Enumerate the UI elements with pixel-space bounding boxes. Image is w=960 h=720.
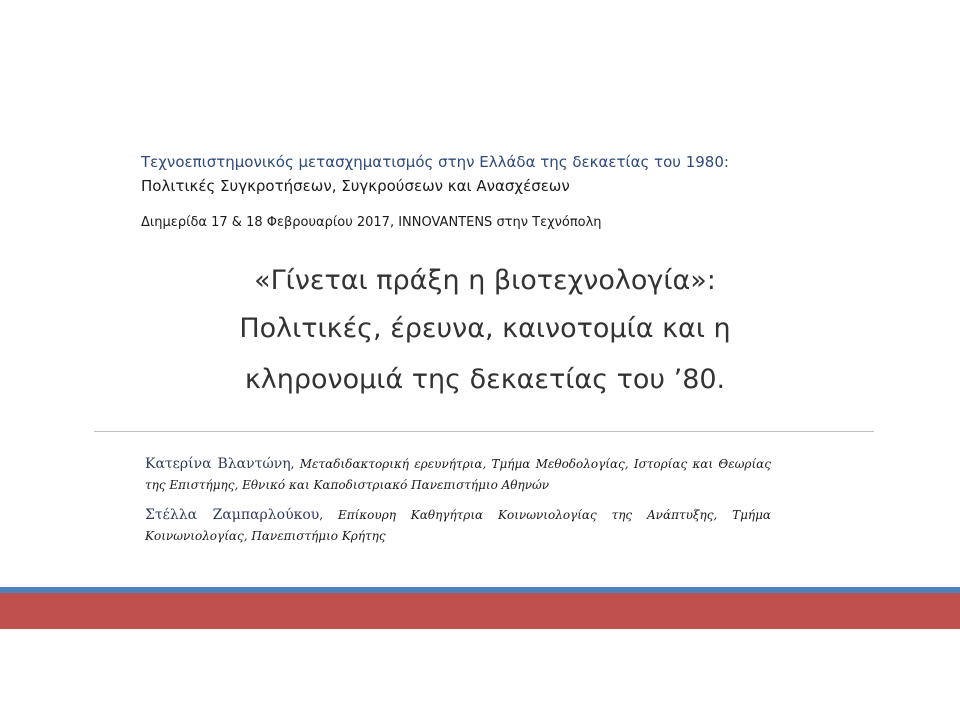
conference-subtitle: Πολιτικές Συγκροτήσεων, Συγκρούσεων και Ανασχέσεων (141, 177, 570, 195)
conference-title: Τεχνοεπιστημονικός μετασχηματισμός στην Ελλάδα της δεκαετίας του 1980: (141, 153, 729, 171)
author-name: Στέλλα Ζαμπαρλούκου (145, 507, 320, 523)
footer-band-red (0, 593, 960, 629)
author-affiliation: Μεταδιδακτορική ερευνήτρια, Τμήμα Μεθοδολογίας, Ιστορίας και Θεωρίας της Επιστήμης, Εθνικό και Καποδιστριακό Πανεπιστήμιο Αθηνών (145, 457, 771, 492)
main-title-line-1: «Γίνεται πράξη η βιοτεχνολογία»: (254, 265, 716, 296)
author-name: Κατερίνα Βλαντώνη (145, 456, 291, 472)
main-title-line-3: κληρονομιά της δεκαετίας του ’80. (244, 364, 726, 395)
author-affiliation: Επίκουρη Καθηγήτρια Κοινωνιολογίας της Ανάπτυξης, Τμήμα Κοινωνιολογίας, Πανεπιστήμιο Κρήτης (145, 508, 771, 543)
main-title-line-2: Πολιτικές, έρευνα, καινοτομία και η (239, 313, 731, 344)
author-entry: Κατερίνα Βλαντώνη, Μεταδιδακτορική ερευνήτρια, Τμήμα Μεθοδολογίας, Ιστορίας και Θεωρίας της Επιστήμης, Εθνικό και Καποδιστριακό Πανεπιστήμιο Αθηνών (145, 456, 771, 492)
author-entry: Στέλλα Ζαμπαρλούκου, Επίκουρη Καθηγήτρια Κοινωνιολογίας της Ανάπτυξης, Τμήμα Κοινωνιολογίας, Πανεπιστήμιο Κρήτης (145, 507, 771, 543)
divider-line (94, 431, 874, 432)
conference-date: Διημερίδα 17 & 18 Φεβρουαρίου 2017, INNOVANTENS στην Τεχνόπολη (141, 215, 602, 230)
